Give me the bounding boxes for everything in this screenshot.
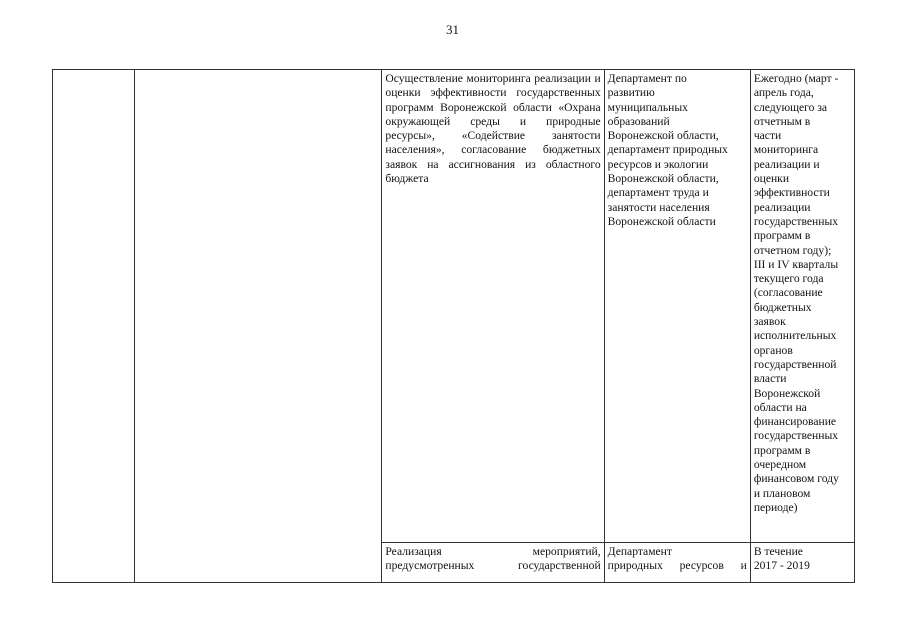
executor-line: занятости населения — [607, 200, 710, 214]
term-line: программ в — [753, 443, 811, 457]
term-cell — [750, 543, 854, 583]
term-line: эффективности — [753, 186, 830, 200]
executor-line: Воронежской области — [607, 214, 716, 228]
term-line: (согласование — [753, 286, 823, 300]
term-line: периоде) — [753, 500, 798, 514]
executor-line: муниципальных — [607, 100, 688, 114]
term-line: заявок — [753, 315, 786, 329]
executor-line: Департамент по — [607, 72, 687, 85]
term-line: мониторинга — [753, 143, 819, 157]
term-line: бюджетных — [753, 300, 812, 314]
term-line: В течение — [753, 545, 803, 558]
executor-line: развитию — [607, 86, 655, 100]
term-cell — [750, 70, 854, 543]
term-line: апрель года, — [753, 86, 814, 100]
executor-line: Воронежской области, — [607, 129, 719, 143]
executor-cell — [604, 543, 750, 583]
term-line: реализации и — [753, 157, 820, 171]
term-line: финансовом году — [753, 472, 839, 486]
term-line: очередном — [753, 458, 807, 472]
term-line: власти — [753, 372, 787, 386]
page-number: 31 — [446, 22, 459, 37]
measure-cell — [382, 70, 604, 543]
measure-line: Реализация мероприятий, — [385, 545, 601, 558]
term-line: государственной — [753, 357, 837, 371]
term-line: 2017 - 2019 — [753, 559, 810, 573]
number-cell — [53, 70, 135, 583]
term-line: органов — [753, 343, 793, 357]
term-line: области на — [753, 400, 807, 414]
term-line: III и IV кварталы — [753, 257, 839, 271]
term-line: государственных — [753, 214, 839, 228]
executor-cell — [604, 70, 750, 543]
term-line: государственных — [753, 429, 839, 443]
term-line: реализации — [753, 200, 811, 214]
term-line: следующего за — [753, 100, 828, 114]
measure-cell — [382, 543, 604, 583]
term-line: оценки — [753, 172, 790, 186]
term-line: финансирование — [753, 415, 837, 429]
term-line: текущего года — [753, 272, 824, 286]
executor-line: природных ресурсов и — [607, 559, 747, 573]
measure-line: предусмотренных государственной — [385, 559, 601, 573]
document-table — [52, 69, 855, 583]
term-line: исполнительных — [753, 329, 837, 343]
executor-line: департамент природных — [607, 143, 728, 157]
measure-text: Осуществление мониторинга реализации и оценки эффективности государственных программ Воронежской области «Охрана окружающей среды и природные ресурсы», «Содействие занятости населения», согласование бюджетных заявок на ассигнования из областного бюджета — [385, 72, 601, 186]
executor-line: департамент труда и — [607, 186, 709, 200]
executor-line: образований — [607, 114, 670, 128]
executor-line: Воронежской области, — [607, 172, 719, 186]
executor-line: Департамент — [607, 545, 672, 558]
term-line: Ежегодно (март - — [753, 72, 839, 85]
term-line: отчетным в — [753, 114, 811, 128]
term-line: Воронежской — [753, 386, 821, 400]
executor-line: ресурсов и экологии — [607, 157, 709, 171]
table-row — [53, 70, 855, 543]
term-line: программ в — [753, 229, 811, 243]
term-line: и плановом — [753, 486, 811, 500]
term-line: части — [753, 129, 782, 143]
section-cell — [135, 70, 382, 583]
term-line: отчетном году); — [753, 243, 832, 257]
